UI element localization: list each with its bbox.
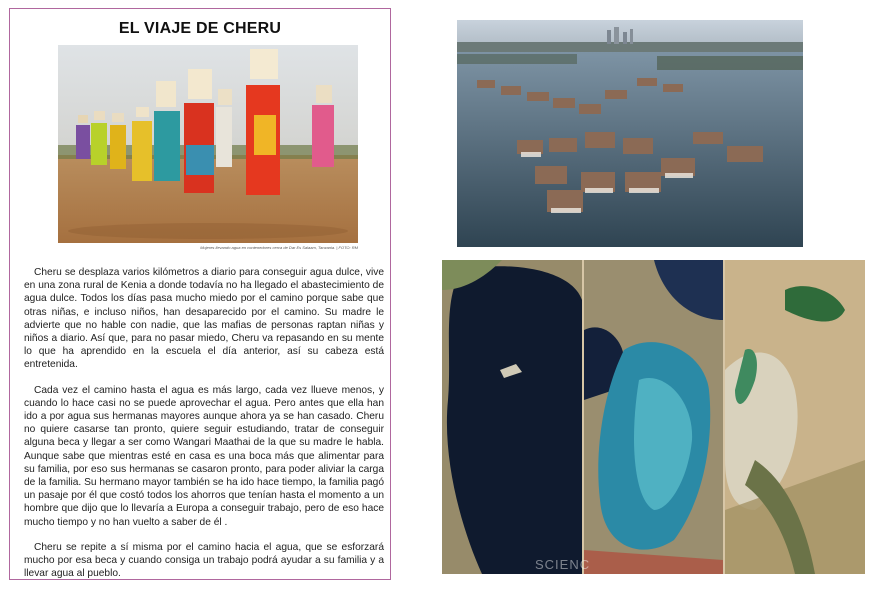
paragraph: Cheru se repite a sí misma por el camino hacia el agua, que se esforzará mucho por esa beca y cuando consiga un trabajo podrá ayudar a su familia y a llevar agua al pueblo. xyxy=(24,541,384,580)
paragraph: Cheru se desplaza varios kilómetros a diario para conseguir agua dulce, vive en una zona rural de Kenia a donde todavía no ha llegado el abastecimiento de agua dulce. Todos los días pasa mucho miedo por el camino porque sabe que otras niñas, e incluso niños, han desaparecido por el camino. Su madre le advierte que no hable con nadie, que las mafias de personas raptan niñas y niños a diario. Así que, para no pasar miedo, Cheru va repasando en su mente lo que ha aprendido en la escuela el día anterior, así su cabeza está entretenida. xyxy=(24,267,384,371)
paragraph: Cada vez el camino hasta el agua es más largo, cada vez llueve menos, y cuando lo hace casi no se puede aprovechar el agua. Pero antes que ella han ido a por agua sus hermanas mayores aunque ahora ya se han casado. Cheru no quiere casarse tan pronto, quiere seguir estudiando, tratar de conseguir alguna beca y llegar a ser como Wangari Maathai de la que su madre le habla. Aunque sabe que mientras esté en casa es una boca más que alimentar para su familia, por eso sus hermanas se casaron pronto, para poder aliviar la carga de la familia. Su hermano mayor también se ha ido hace tiempo, la familia pagó un pasaje por él que costó todos los ahorros que tenían hasta el momento a un hombre que dijo que lo llevaría a Europa a conseguir trabajo, pero de eso hace mucho tiempo y no han vuelto a saber de él . xyxy=(24,384,384,528)
article-body xyxy=(24,266,384,592)
satellite-panel-3 xyxy=(725,260,865,574)
satellite-panel-2 xyxy=(584,260,723,574)
aral-sea-satellite-images xyxy=(442,260,865,574)
article-panel xyxy=(9,8,391,580)
photo-caption: Mujeres llevando agua en contenedores cerca de Dar Es Salaam, Tanzania. | FOTO: RM xyxy=(200,245,358,250)
satellite-panel-1 xyxy=(442,260,582,574)
satellite-watermark: SCIENC xyxy=(535,557,591,572)
women-carrying-water-photo xyxy=(58,45,358,243)
flooded-neighborhood-photo xyxy=(457,20,803,247)
article-title: EL VIAJE DE CHERU xyxy=(118,20,282,37)
